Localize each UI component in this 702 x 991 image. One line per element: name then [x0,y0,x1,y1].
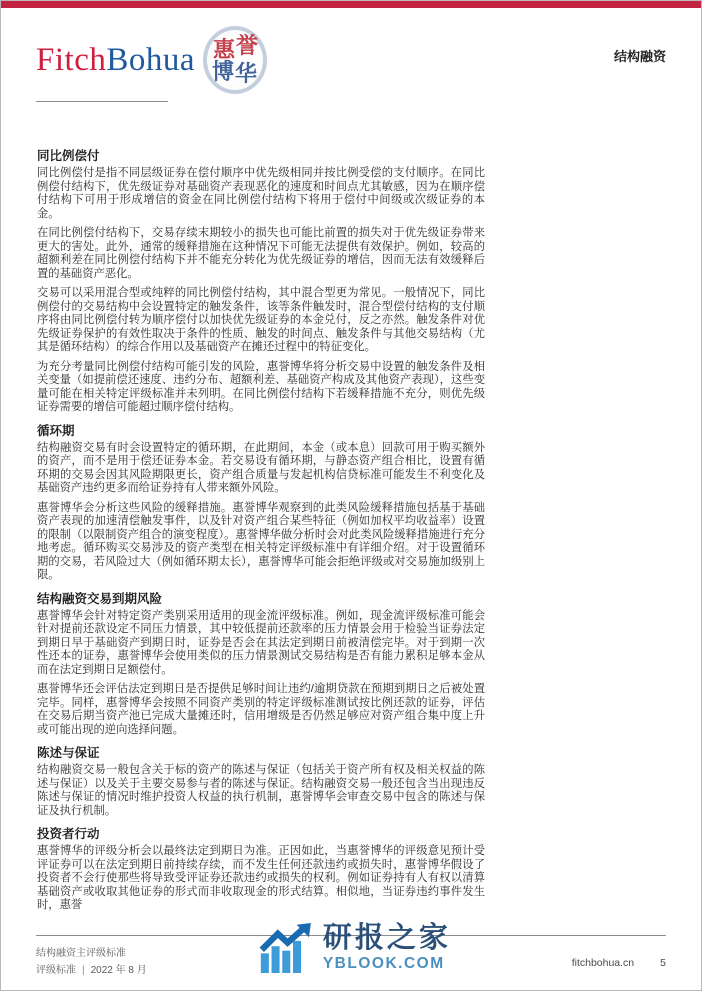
footer-right [572,945,666,969]
footer-doc-type: 评级标准 [36,965,76,976]
footer-date: 2022 年 8 月 [90,965,147,976]
paragraph: 结构融资交易有时会设置特定的循环期，在此期间，本金（或本息）回款可用于购买额外的资产，而不是用于偿还证券本金。若交易设有循环期，与静态资产组合相比，设置有循环期的交易会因其风险期限更长，资产组合质量与发起机构信贷标准可能发生不利变化及基础资产违约更多而给证券持有人带来额外风险。 [37,441,485,494]
yblook-watermark [259,923,451,973]
footer-page-number: 5 [660,957,666,969]
paragraph: 惠誉博华的评级分析会以最终法定到期日为准。正因如此，当惠誉博华的评级意见预计受评证券可以在法定到期日前持续存续，而不发生任何还款违约或损失时，惠誉博华假设了投资者不会行使那些将导致受评证券还款违约或损失的权利。例如证券持有人有权以清算基础资产或收取其他证券的形式而非收取现金的形式结算。相似地，当证券违约事件发生时，惠誉 [37,845,485,911]
header-divider [36,101,168,102]
footer-separator: | [82,965,85,976]
paragraph: 为充分考量同比例偿付结构可能引发的风险，惠誉博华将分析交易中设置的触发条件及相关变量（如提前偿还速度、违约分布、超额利差、基础资产构成及其他资产表现），这些变量可能在相关特定评级标准并未列明。在同比例偿付结构下若缓释措施不充分，则优先级证券需要的增信可能超过顺序偿付结构。 [37,360,485,413]
seal-char-bo: 博 [212,58,235,84]
paragraph: 惠誉博华会分析这些风险的缓释措施。惠誉博华观察到的此类风险缓释措施包括基于基础资产表现的加速清偿触发事件，以及针对资产组合某些特征（例如加权平均收益率）设置的限制（以限制资产组合的演变程度）。惠誉博华做分析时会对此类风险缓释措施进行充分地考虑。循环购买交易涉及的资产类型在相关特定评级标准中有详细介绍。对于设置循环期的交易，若风险过大（例如循环期太长），惠誉博华可能会拒绝评级或对交易施加级别上限。 [37,501,485,581]
paragraph: 惠誉博华会针对特定资产类别采用适用的现金流评级标准。例如，现金流评级标准可能会针对提前还款设定不同压力情景，其中较低提前还款率的压力情景会用于检验当证券法定到期日早于基础资产到期日时，证券是否会在其法定到期日前被清偿完毕。对于到期一次性还本的证券，惠誉博华会使用类似的压力情景测试交易结构是否有能力累积足够本金从而在法定到期日足额偿付。 [37,609,485,676]
document-body [37,149,485,919]
bar-chart-arrow-icon [259,923,313,973]
top-red-bar [1,1,701,8]
footer-doc-title: 结构融资主评级标准 [36,948,126,959]
seal-char-yu: 誉 [236,32,259,58]
logo-fitch-text: Fitch [36,41,107,78]
fitch-bohua-logo [36,26,267,94]
footer-doc-info [36,945,147,979]
paragraph: 在同比例偿付结构下，交易存续末期较小的损失也可能比前置的损失对于优先级证券带来更大的害处。此外，通常的缓释措施在这种情况下可能无法提供有效保护。例如，较高的超额利差在同比例偿付结构下并不能充分转化为优先级证券的增信，因而无法有效缓释后置的基础资产恶化。 [37,227,485,280]
footer-doc-meta [36,962,147,979]
paragraph: 交易可以采用混合型或纯粹的同比例偿付结构，其中混合型更为常见。一般情况下，同比例偿付的交易结构中会设置特定的触发条件，该等条件触发时，混合型偿付结构的支付顺序将由同比例偿付转为顺序偿付以加快优先级证券的本金兑付，反之亦然。触发条件对优先级证券保护的有效性取决于条件的性质、触发的时间点、触发条件与其他交易结构（尤其是循环结构）的综合作用以及基础资产在摊还过程中的特征变化。 [37,287,485,353]
watermark-text [323,924,451,972]
section-heading-pro-rata: 同比例偿付 [37,149,100,163]
footer-website-link[interactable]: fitchbohua.cn [571,957,635,969]
section-heading-maturity-risk: 结构融资交易到期风险 [37,591,163,606]
logo-wordmark [36,41,196,78]
watermark-url[interactable]: YBLOOK.COM [322,955,445,973]
paragraph: 结构融资交易一般包含关于标的资产的陈述与保证（包括关于资产所有权及相关权益的陈述与保证）以及关于主要交易参与者的陈述与保证。结构融资交易一般还包含当出现违反陈述与保证的情况时维护投资人权益的执行机制，惠誉博华会审查交易中包含的陈述与保证及执行机制。 [37,764,485,817]
logo-bohua-text: Bohua [106,41,196,78]
page-header [1,8,701,118]
paragraph: 同比例偿付是指不同层级证券在偿付顺序中优先级相同并按比例受偿的支付顺序。在同比例偿付结构下，优先级证券对基础资产表现恶化的速度和时间点尤其敏感，因为在顺序偿付结构下可用于形成增信的资金在同比例偿付结构下将用于偿付中间级或次级证券的本金。 [37,167,485,220]
seal-char-hui: 惠 [213,36,236,62]
bohua-seal-icon [203,26,267,94]
section-heading-reps-warranties: 陈述与保证 [37,746,100,760]
seal-char-hua: 华 [235,60,258,86]
doc-category-label: 结构融资 [613,49,666,64]
section-heading-investor-actions: 投资者行动 [37,827,100,841]
watermark-name: 研报之家 [322,922,451,955]
paragraph: 惠誉博华还会评估法定到期日是否提供足够时间让违约/逾期贷款在预期到期日之后被处置完毕。同样，惠誉博华会按照不同资产类别的特定评级标准测试按比例还款的证券，评估在交易后期当资产池已完成大量摊还时，信用增级是否仍然足够应对资产组合集中度上升或可能出现的逆向选择问题。 [37,683,485,736]
section-heading-revolving-period: 循环期 [37,423,75,438]
